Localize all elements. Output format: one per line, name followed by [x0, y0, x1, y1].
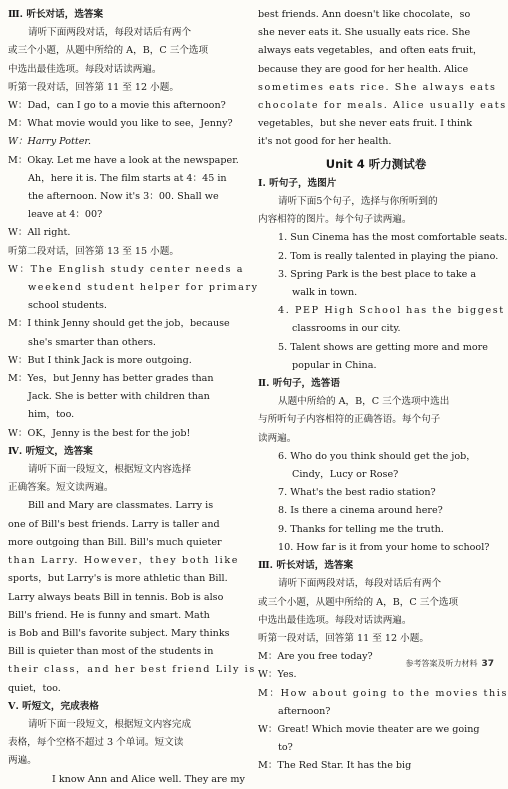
right-top-line: always eats vegetables，and often eats fruit，: [258, 45, 483, 57]
right-bottom-line: classrooms in our city.: [292, 323, 401, 335]
right-bottom-line: 8. Is there a cinema around here?: [278, 505, 443, 517]
left-line: W：But I think Jack is more outgoing.: [8, 354, 192, 366]
right-bottom-line: 请听下面两段对话，每段对话后有两个: [278, 578, 442, 590]
left-line: I know Ann and Alice well. They are my: [52, 773, 245, 785]
right-top-line: best friends. Ann doesn't like chocolate，so: [258, 9, 471, 20]
left-line: Bill's friend. He is funny and smart. Math: [8, 609, 210, 621]
right-bottom-line: W：Great! Which movie theater are we going: [258, 723, 480, 735]
left-line: W：OK，Jenny is the best for the job!: [8, 427, 191, 439]
left-line: weekend student helper for primary: [28, 282, 259, 294]
right-bottom-line: 6. Who do you think should get the job，: [278, 450, 476, 462]
right-top-line: because they are good for her health. Alice: [258, 63, 469, 75]
right-bottom-line: 请听下面5个句子，选择与你所听到的: [278, 196, 438, 208]
right-column-bottom: [258, 175, 508, 776]
left-line: their class，and her best friend Lily is: [8, 664, 256, 676]
right-top-line: it's not good for her health.: [258, 136, 392, 148]
left-line: 或三个小题，从题中所给的 A，B，C 三个选项: [8, 45, 209, 57]
right-bottom-line: popular in China.: [292, 359, 377, 371]
left-line: 请听下面一段短文，根据短文内容完成: [28, 718, 192, 730]
right-bottom-line: M：The Red Star. It has the big: [258, 760, 412, 772]
left-line: W：Harry Potter.: [8, 136, 91, 148]
left-line: school students.: [28, 300, 107, 312]
right-column-top: [258, 6, 507, 152]
right-bottom-line: Cindy，Lucy or Rose?: [292, 469, 399, 481]
left-line: Bill and Mary are classmates. Larry is: [28, 500, 214, 512]
left-line: Ⅲ. 听长对话，选答案: [8, 9, 104, 20]
right-bottom-line: 10. How far is it from your home to school?: [278, 541, 490, 553]
right-bottom-line: 5. Talent shows are getting more and more: [278, 341, 488, 353]
right-bottom-line: 读两遍。: [258, 432, 297, 444]
left-line: W：The English study center needs a: [8, 263, 245, 275]
right-top-line: she never eats it. She usually eats rice. She: [258, 27, 471, 39]
left-line: M：What movie would you like to see，Jenny?: [8, 118, 233, 130]
right-bottom-line: 从题中所给的 A，B，C 三个选项中选出: [278, 396, 450, 408]
left-line: more outgoing than Bill. Bill's much quieter: [8, 536, 222, 548]
right-bottom-line: 9. Thanks for telling me the truth.: [278, 523, 444, 535]
right-bottom-line: 与所听句子内容相符的正确答语。每个句子: [258, 414, 441, 426]
right-bottom-line: 3. Spring Park is the best place to take a: [278, 268, 477, 280]
left-line: 听第一段对话，回答第 11 至 12 小题。: [8, 81, 179, 93]
right-bottom-line: M：Are you free today?: [258, 651, 373, 663]
left-line: 中选出最佳选项。每段对话读两遍。: [8, 63, 162, 75]
left-line: M：Okay. Let me have a look at the newspaper.: [8, 154, 239, 166]
right-top-line: sometimes eats rice. She always eats: [258, 81, 497, 93]
left-line: sports，but Larry's is more athletic than Bill.: [8, 573, 228, 585]
right-bottom-line: walk in town.: [292, 287, 358, 299]
right-top-line: chocolate for meals. Alice usually eats: [258, 100, 507, 112]
footer-label: 参考答案及听力材料: [405, 659, 478, 668]
left-line: 请听下面两段对话，每段对话后有两个: [28, 27, 192, 39]
right-top-line: vegetables，but she never eats fruit. I think: [258, 118, 473, 130]
right-bottom-line: Ⅱ. 听句子，选答语: [258, 378, 340, 390]
right-bottom-line: M：How about going to the movies this: [258, 687, 508, 699]
left-line: W：All right.: [8, 227, 71, 239]
right-bottom-line: Ⅰ. 听句子，选图片: [258, 177, 337, 189]
left-line: she's smarter than others.: [28, 336, 156, 348]
right-bottom-line: 中选出最佳选项。每段对话读两遍。: [258, 614, 412, 626]
right-bottom-line: 4. PEP High School has the biggest: [278, 305, 505, 317]
page-footer: [405, 658, 494, 670]
left-line: Ⅴ. 听短文，完成表格: [8, 700, 99, 712]
left-line: W：Dad，can I go to a movie this afternoon?: [8, 100, 226, 112]
left-column: [8, 6, 259, 789]
left-line: 请听下面一段短文，根据短文内容选择: [28, 464, 192, 476]
right-bottom-line: 内容相符的图片。每个句子读两遍。: [258, 214, 412, 226]
left-line: the afternoon. Now it's 3：00. Shall we: [28, 191, 219, 203]
right-bottom-line: W：Yes.: [258, 669, 297, 681]
left-line: is Bob and Bill's favorite subject. Mary thinks: [8, 627, 230, 639]
left-line: 正确答案。短文读两遍。: [8, 482, 114, 494]
unit-title: Unit 4 听力测试卷: [325, 156, 427, 171]
right-bottom-line: to?: [278, 742, 293, 754]
right-bottom-line: 2. Tom is really talented in playing the piano.: [278, 250, 499, 262]
right-bottom-line: 或三个小题，从题中所给的 A，B，C 三个选项: [258, 596, 459, 608]
left-line: M：Yes，but Jenny has better grades than: [8, 373, 214, 385]
left-line: M：I think Jenny should get the job，because: [8, 318, 230, 330]
left-line: 表格，每个空格不超过 3 个单词。短文读: [8, 737, 184, 749]
left-line: Jack. She is better with children than: [28, 391, 210, 403]
left-line: leave at 4：00?: [28, 209, 103, 221]
left-line: one of Bill's best friends. Larry is taller and: [8, 518, 220, 530]
page-number: 37: [481, 659, 494, 669]
left-line: Bill is quieter than most of the students in: [8, 646, 214, 658]
right-bottom-line: 7. What's the best radio station?: [278, 487, 436, 499]
left-line: 听第二段对话，回答第 13 至 15 小题。: [8, 245, 179, 257]
left-line: than Larry. However，they both like: [8, 555, 240, 567]
right-bottom-line: 听第一段对话，回答第 11 至 12 小题。: [258, 632, 429, 644]
left-line: him，too.: [28, 409, 75, 421]
left-line: Larry always beats Bill in tennis. Bob is also: [8, 591, 224, 603]
left-line: Ⅳ. 听短文，选答案: [8, 445, 93, 457]
left-line: 两遍。: [8, 755, 37, 767]
right-bottom-line: afternoon?: [278, 705, 331, 717]
right-bottom-line: Ⅲ. 听长对话，选答案: [258, 560, 354, 572]
left-line: Ah，here it is. The film starts at 4：45 in: [28, 172, 227, 184]
left-line: quiet，too.: [8, 682, 61, 694]
right-bottom-line: 1. Sun Cinema has the most comfortable seats.: [278, 232, 508, 244]
